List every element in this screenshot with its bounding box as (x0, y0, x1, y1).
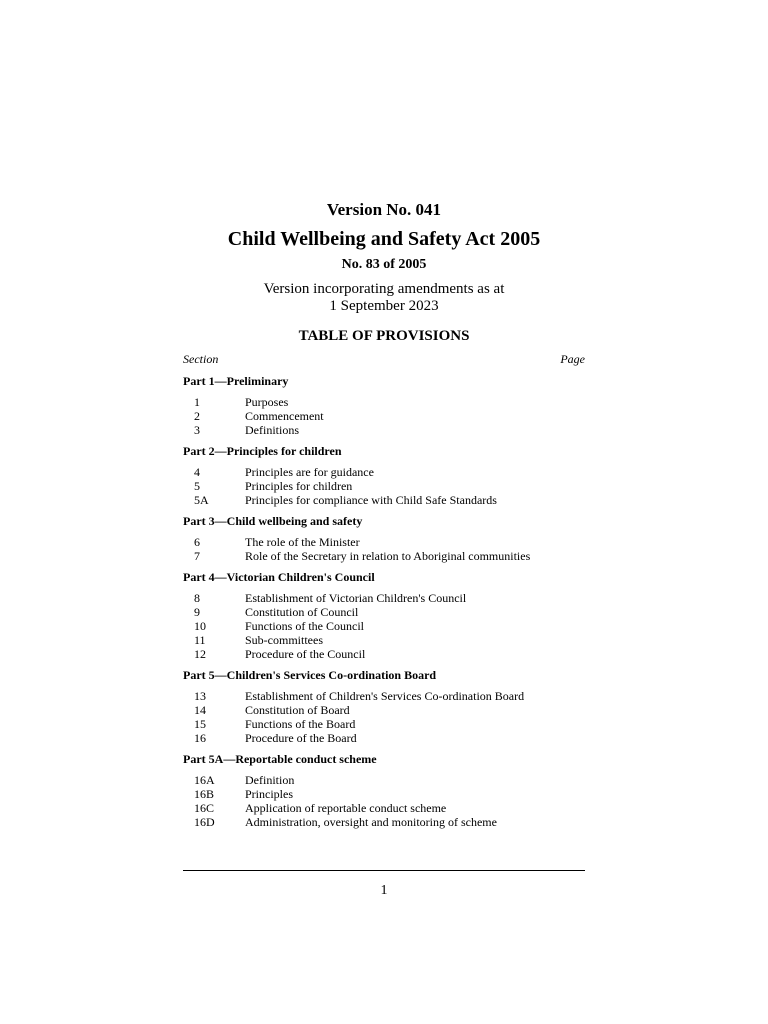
page-column-label: Page (560, 352, 585, 366)
toc-entry (183, 549, 585, 563)
toc-entry-title: Principles for children (245, 479, 353, 493)
toc-entry-number: 16B (194, 787, 215, 801)
toc-part (183, 374, 585, 437)
toc-entry-title: Procedure of the Council (245, 647, 366, 661)
toc-entry (183, 605, 585, 619)
toc-entry-number: 11 (194, 633, 206, 647)
toc-entry (183, 633, 585, 647)
toc-entry (183, 493, 585, 507)
toc-entry-number: 10 (194, 619, 206, 633)
footer-divider (183, 870, 585, 871)
section-column-label: Section (183, 352, 219, 366)
toc-entry-title: The role of the Minister (245, 535, 360, 549)
toc-entry (183, 465, 585, 479)
amendment-note-line-2: 1 September 2023 (329, 298, 439, 314)
toc-entry-title: Role of the Secretary in relation to Aboriginal communities (245, 549, 531, 563)
toc-part (183, 444, 585, 507)
toc-entry (183, 647, 585, 661)
toc-entry-title: Definition (245, 773, 295, 787)
toc-entry (183, 423, 585, 437)
toc-entry-number: 1 (194, 395, 200, 409)
toc-entry-title: Procedure of the Board (245, 731, 357, 745)
part-spacer (183, 745, 585, 752)
toc-entry-title: Purposes (245, 395, 289, 409)
toc-entry (183, 731, 585, 745)
toc-entry-title: Application of reportable conduct scheme (245, 801, 447, 815)
toc-entry (183, 801, 585, 815)
toc-entry-title: Establishment of Children's Services Co-ordination Board (245, 689, 525, 703)
toc-entry (183, 591, 585, 605)
part-spacer (183, 507, 585, 514)
toc-part (183, 752, 585, 829)
toc-entry-number: 16 (194, 731, 206, 745)
toc-entry-number: 16D (194, 815, 215, 829)
toc-entry (183, 479, 585, 493)
act-title: Child Wellbeing and Safety Act 2005 (227, 228, 541, 250)
toc-entry (183, 773, 585, 787)
toc-part-title: Part 4—Victorian Children's Council (183, 570, 375, 584)
toc-entry-title: Constitution of Council (245, 605, 359, 619)
toc-entry-number: 9 (194, 605, 200, 619)
toc-entry (183, 409, 585, 423)
toc-entry-number: 3 (194, 423, 200, 437)
toc-entry-number: 16C (194, 801, 215, 815)
toc-entry (183, 703, 585, 717)
toc-entry-title: Principles are for guidance (245, 465, 374, 479)
document-page (183, 0, 585, 1024)
part-spacer (183, 661, 585, 668)
toc-entry-number: 15 (194, 717, 206, 731)
toc-entry-title: Definitions (245, 423, 299, 437)
act-number: No. 83 of 2005 (341, 257, 427, 272)
toc-entry-title: Functions of the Board (245, 717, 356, 731)
table-of-provisions (183, 374, 585, 829)
toc-part-title: Part 5—Children's Services Co-ordination Board (183, 668, 437, 682)
toc-part-title: Part 3—Child wellbeing and safety (183, 514, 363, 528)
toc-entry-number: 14 (194, 703, 206, 717)
toc-part-title: Part 5A—Reportable conduct scheme (183, 752, 377, 766)
toc-entry-number: 4 (194, 465, 200, 479)
toc-entry-number: 2 (194, 409, 200, 423)
toc-entry-number: 5 (194, 479, 200, 493)
amendment-note-line-1: Version incorporating amendments as at (263, 281, 505, 297)
amendment-note (183, 281, 585, 315)
toc-part (183, 514, 585, 563)
toc-entry (183, 717, 585, 731)
toc-heading: TABLE OF PROVISIONS (298, 328, 470, 344)
toc-part (183, 570, 585, 661)
toc-entry-title: Principles for compliance with Child Safe Standards (245, 493, 497, 507)
toc-part (183, 668, 585, 745)
toc-entry-number: 5A (194, 493, 209, 507)
part-spacer (183, 563, 585, 570)
toc-entry-title: Sub-committees (245, 633, 323, 647)
toc-entry-number: 13 (194, 689, 206, 703)
toc-entry-title: Constitution of Board (245, 703, 350, 717)
toc-entry-number: 8 (194, 591, 200, 605)
toc-entry-title: Administration, oversight and monitoring of scheme (245, 815, 497, 829)
part-spacer (183, 437, 585, 444)
toc-entry (183, 535, 585, 549)
toc-entry-title: Functions of the Council (245, 619, 364, 633)
toc-entry-title: Establishment of Victorian Children's Council (245, 591, 467, 605)
toc-part-title: Part 1—Preliminary (183, 374, 289, 388)
version-number: Version No. 041 (326, 200, 442, 219)
page-number: 1 (380, 883, 388, 898)
toc-entry-number: 6 (194, 535, 200, 549)
toc-entry (183, 619, 585, 633)
toc-entry-number: 7 (194, 549, 200, 563)
toc-entry-number: 16A (194, 773, 215, 787)
toc-part-title: Part 2—Principles for children (183, 444, 342, 458)
toc-entry (183, 395, 585, 409)
toc-entry (183, 689, 585, 703)
toc-entry-title: Commencement (245, 409, 324, 423)
toc-column-headings (183, 352, 585, 368)
toc-entry-title: Principles (245, 787, 293, 801)
toc-entry-number: 12 (194, 647, 206, 661)
toc-entry (183, 815, 585, 829)
toc-entry (183, 787, 585, 801)
